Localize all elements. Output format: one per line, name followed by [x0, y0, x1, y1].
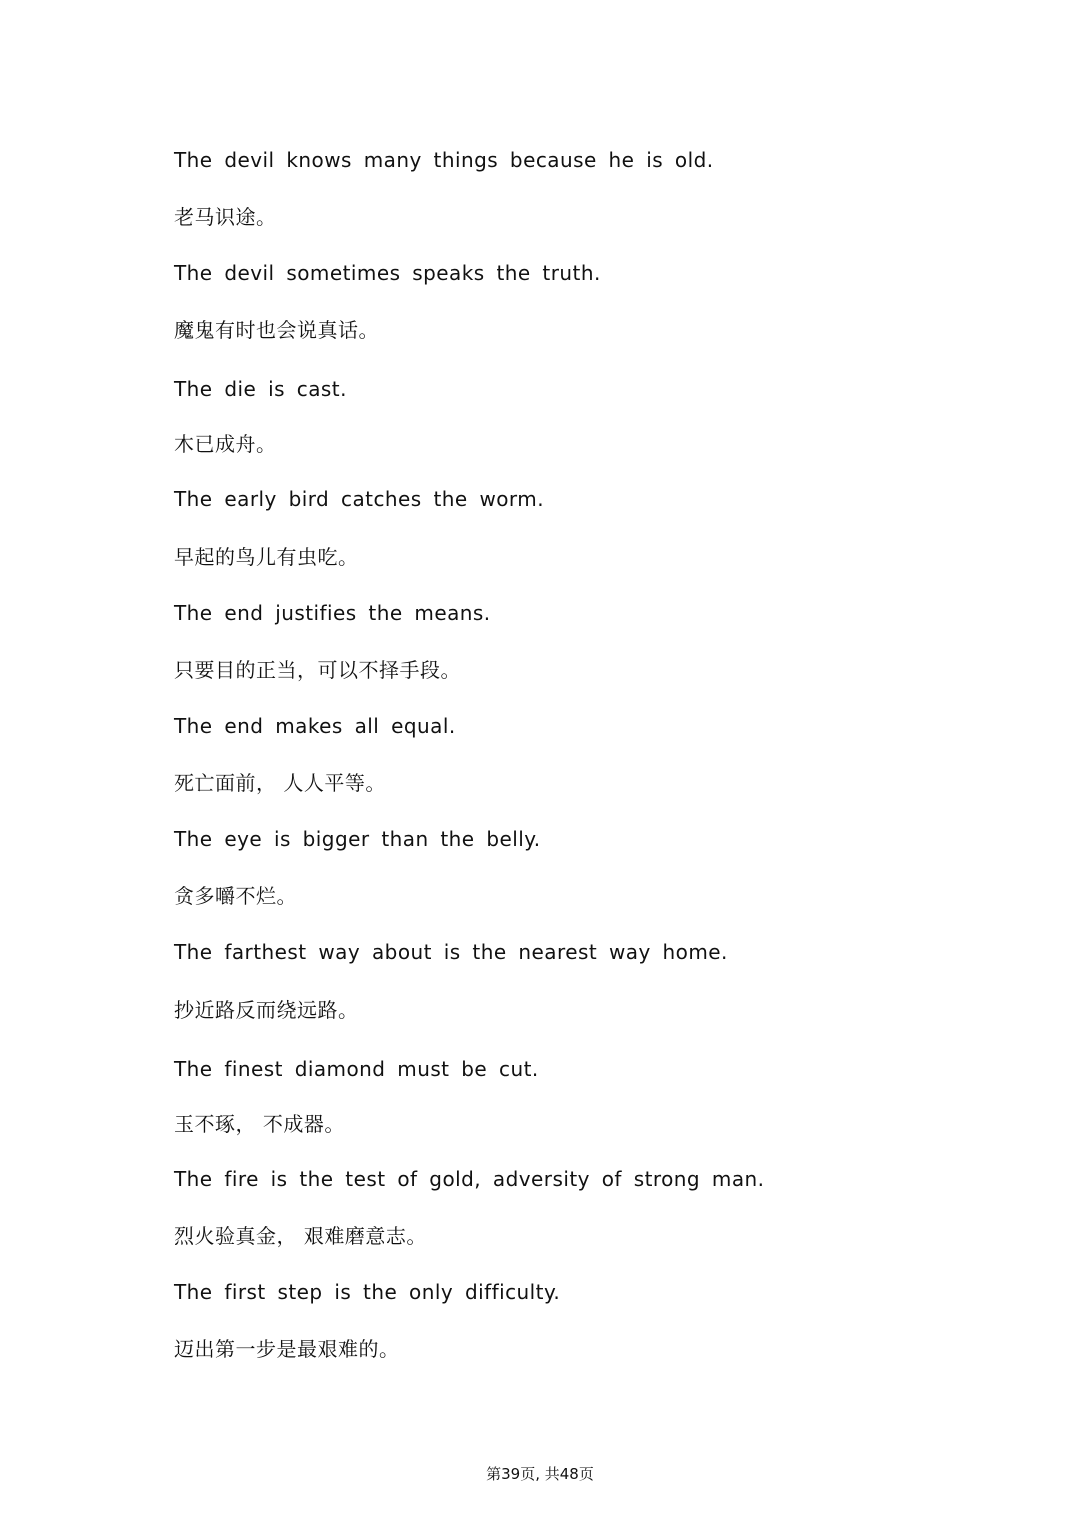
proverb-chinese-10: 烈火验真金， 艰难磨意志。 — [174, 1224, 427, 1248]
proverb-english-8: The farthest way about is the nearest way home. — [174, 940, 728, 964]
proverb-english-6: The end makes all equal. — [174, 714, 456, 738]
proverb-chinese-11: 迈出第一步是最艰难的。 — [174, 1337, 400, 1361]
page-number-footer: 第39页, 共48页 — [486, 1465, 594, 1483]
proverb-english-7: The eye is bigger than the belly. — [174, 827, 541, 851]
proverb-chinese-4: 早起的鸟儿有虫吃。 — [174, 545, 359, 569]
proverb-english-4: The early bird catches the worm. — [174, 487, 544, 511]
proverb-chinese-1: 老马识途。 — [174, 205, 277, 229]
proverb-english-9: The finest diamond must be cut. — [174, 1057, 539, 1081]
proverb-chinese-8: 抄近路反而绕远路。 — [174, 998, 359, 1022]
proverb-chinese-9: 玉不琢， 不成器。 — [174, 1112, 345, 1136]
proverb-english-1: The devil knows many things because he is old. — [174, 148, 714, 172]
proverb-english-3: The die is cast. — [174, 377, 347, 401]
proverb-chinese-6: 死亡面前， 人人平等。 — [174, 771, 386, 795]
proverb-english-5: The end justifies the means. — [174, 601, 491, 625]
proverb-chinese-3: 木已成舟。 — [174, 432, 277, 456]
proverb-chinese-7: 贪多嚼不烂。 — [174, 884, 297, 908]
proverb-chinese-2: 魔鬼有时也会说真话。 — [174, 318, 379, 342]
proverb-english-2: The devil sometimes speaks the truth. — [174, 261, 601, 285]
proverb-english-10: The fire is the test of gold, adversity of strong man. — [174, 1167, 765, 1191]
proverb-chinese-5: 只要目的正当，可以不择手段。 — [174, 658, 461, 682]
proverb-english-11: The first step is the only difficulty. — [174, 1280, 561, 1304]
